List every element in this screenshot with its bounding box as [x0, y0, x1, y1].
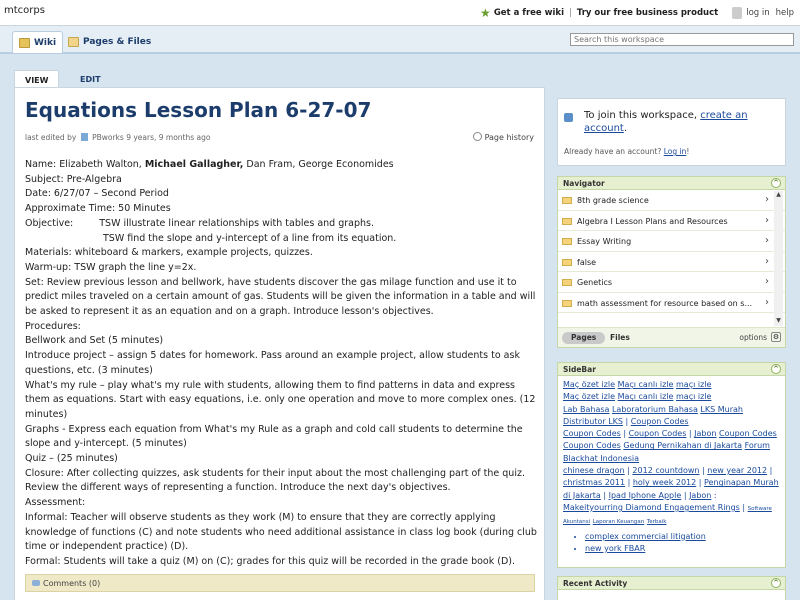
try-business-link[interactable]: Try our free business product — [576, 8, 719, 18]
page-title: Equations Lesson Plan 6-27-07 — [25, 98, 372, 122]
sidebar-bullets — [563, 531, 780, 556]
search-input[interactable] — [570, 33, 794, 46]
chevron-right-icon: › — [765, 296, 769, 308]
body-line: Approximate Time: 50 Minutes — [25, 203, 171, 215]
sidebar-link[interactable]: Maçı canlı izle — [617, 380, 674, 389]
collapse-icon[interactable]: ^ — [771, 578, 781, 588]
collapse-icon[interactable]: ^ — [771, 364, 781, 374]
nav-item-label: Genetics — [577, 278, 613, 287]
help-link[interactable]: help — [775, 8, 794, 18]
sidebar-link[interactable]: Coupon Codes — [628, 429, 687, 439]
have-account-label: Already have an account? — [564, 147, 664, 156]
recent-activity-panel — [557, 576, 786, 600]
tab-wiki[interactable] — [12, 31, 63, 53]
page-content — [14, 87, 545, 600]
sidebar-link[interactable]: Maç özet izle — [563, 380, 616, 389]
tab-pages-files[interactable] — [62, 31, 157, 53]
folder-icon — [562, 259, 572, 266]
get-free-wiki-link[interactable]: Get a free wiki — [493, 8, 564, 18]
meta-prefix: last edited by — [25, 133, 77, 142]
tab-view[interactable]: VIEW — [14, 70, 59, 88]
body-line: Formal: Students will take a quiz (M) on (C); grades for this quiz will be recorded in the grade book (D). — [25, 555, 515, 567]
chevron-right-icon: › — [765, 194, 769, 205]
name-label: Name: Elizabeth Walton, — [25, 159, 145, 170]
star-icon: ★ — [480, 6, 491, 20]
chevron-right-icon: › — [765, 255, 769, 267]
separator: | — [568, 8, 572, 18]
body-line: Quiz – (25 minutes) — [25, 453, 118, 465]
sidebar-link[interactable]: Ipad Iphone Apple — [608, 490, 682, 500]
login-link[interactable]: log in — [746, 8, 770, 18]
top-bar — [0, 0, 800, 26]
folder-icon — [562, 197, 572, 204]
sidebar-link[interactable]: Software Akuntansi — [563, 505, 772, 526]
page-history-label: Page history — [484, 133, 534, 142]
sidebar-link[interactable]: Maçı canlı izle — [617, 392, 674, 402]
sidebar-link[interactable]: 2012 countdown — [632, 466, 700, 476]
sidebar-link[interactable]: chinese dragon — [563, 466, 625, 476]
comment-icon — [32, 580, 40, 586]
sidebar-link[interactable]: maçı izle — [676, 380, 712, 389]
create-account-link[interactable]: create an account — [584, 110, 748, 134]
sidebar-link[interactable]: Penginapan Murah di Jakarta — [563, 478, 779, 500]
recent-activity-header — [558, 577, 785, 590]
body-line — [25, 217, 540, 232]
sidebar-link[interactable]: Jabon — [689, 490, 712, 500]
body-line: Assessment: — [25, 497, 86, 509]
body-line: Set: Review previous lesson and bellwork, have students discover the gas milage function and use it to predict miles traveled on a certain amount of gas. Students will be given the information in a table and will be asked to represent it as an equation and on a graph. Introduce lesson's objectives. — [25, 276, 536, 318]
comments-label: Comments (0) — [43, 579, 101, 588]
top-right-links — [480, 6, 794, 20]
gear-icon[interactable]: ⚙ — [772, 333, 780, 341]
body-line: Bellwork and Set (5 minutes) — [25, 335, 164, 347]
have-account — [564, 147, 689, 156]
sidebar-link[interactable]: Forum Blackhat Indonesia — [563, 441, 770, 463]
objective-1: TSW illustrate linear relationships with tables and graphs. — [99, 217, 375, 229]
body-line: Warm-up: TSW graph the line y=2x. — [25, 261, 197, 273]
have-account-exclaim: ! — [686, 147, 690, 156]
navigator-footer — [558, 327, 785, 347]
nav-item-label: 8th grade science — [577, 196, 649, 205]
sidebar-link[interactable]: Terbaik — [646, 519, 667, 526]
folder-icon — [562, 218, 572, 225]
folder-icon — [562, 279, 572, 286]
navigator-scrollbar[interactable] — [774, 191, 783, 326]
body-line: Informal: Teacher will observe students as they work (M) to ensure that they are correctly applying knowledge of functions (C) and note students who need additional assistance in class log book (during club time or independent practice) (D). — [25, 511, 537, 553]
sidebar-link[interactable]: Laboratorium Bahasa — [611, 404, 698, 414]
body-line: Materials: whiteboard & markers, example projects, quizzes. — [25, 247, 313, 259]
objective-label: Objective: — [25, 217, 74, 229]
nav-item[interactable] — [558, 231, 785, 252]
body-line: Date: 6/27/07 – Second Period — [25, 188, 169, 200]
nav-item[interactable] — [558, 211, 785, 232]
sidebar-link[interactable]: Makeityourring Diamond Engagement Rings — [563, 502, 740, 512]
sidebar-link[interactable]: Distributor LKS — [563, 416, 623, 426]
meta-time: 9 years, 9 months ago — [126, 133, 211, 142]
sidebar-link[interactable]: Coupon Codes — [630, 416, 689, 426]
wiki-icon — [19, 38, 30, 48]
sidebar-link[interactable]: Lab Bahasa — [563, 404, 610, 414]
scroll-down-icon[interactable]: ▼ — [776, 317, 781, 324]
join-icon — [564, 113, 573, 122]
sidebar-links: Maç özet izle Maçı canlı izle maçı izle Maç özet izle Maçı canlı izle maçı izle Lab Bahasa Laboratorium Bahasa LKS Murah Distributor LKS | Coupon Codes Coupon Codes | Coupon Codes | Jabon Coupon Codes Coupon Codes Gedung Pernikahan di Jakarta Forum Blackhat Indonesia chinese dragon | 2012 countdown | new year 2012 | christmas 2011 | holy week 2012 | Penginapan Murah di Jakarta | Ipad Iphone Apple | Jabon : Makeityourring Diamond Engagement Rings | Software Akuntansi Laporan Keuangan Terbaik • complex commercial litigation • new york FBAR — [558, 376, 785, 558]
objective-2: TSW find the slope and y-intercept of a line from its equation. — [103, 232, 397, 244]
tab-pages-label: Pages & Files — [83, 37, 152, 47]
tab-wiki-label: Wiki — [34, 37, 57, 48]
folder-icon — [562, 300, 572, 307]
list-item — [585, 543, 780, 555]
last-edited — [25, 133, 211, 142]
nav-item[interactable] — [558, 252, 785, 273]
recent-activity-title: Recent Activity — [563, 579, 628, 588]
sidebar-link[interactable]: Gedung Pernikahan di Jakarta — [623, 441, 743, 451]
folder-icon — [562, 238, 572, 245]
body-line: Graphs - Express each equation from What's my Rule as a graph and cold call students to determine the slope and y-intercept. (5 minutes) — [25, 423, 523, 450]
sidebar-link[interactable]: Coupon Codes — [563, 441, 621, 451]
sidebar-link[interactable]: maçı izle — [676, 392, 712, 402]
page-body — [25, 158, 540, 570]
collapse-icon[interactable]: ^ — [771, 178, 781, 188]
files-toggle[interactable]: Files — [610, 333, 630, 342]
nav-item[interactable] — [558, 272, 785, 293]
sidebar-link[interactable]: Coupon Codes — [563, 429, 621, 439]
list-item — [585, 531, 780, 543]
navigator-title: Navigator — [563, 179, 605, 188]
chevron-right-icon: › — [765, 214, 769, 226]
nav-item-label: Essay Writing — [577, 237, 632, 246]
clock-icon — [473, 132, 482, 141]
join-period: . — [623, 123, 628, 134]
body-line: Introduce project – assign 5 dates for homework. Pass around an example project, allow students to ask questions, etc. (3 minutes) — [25, 350, 520, 376]
nav-item-label: false — [577, 257, 597, 267]
navigator-panel — [557, 176, 786, 348]
nav-item[interactable] — [558, 293, 785, 314]
body-line — [25, 158, 540, 173]
view-edit-tabs — [14, 70, 545, 88]
sidebar-link[interactable]: LKS Murah — [700, 404, 743, 414]
login-link-sidebar[interactable]: Log in — [663, 147, 687, 156]
sidebar-header — [558, 363, 785, 376]
navigator-header — [558, 177, 785, 190]
body-line: What's my rule – play what's my rule with students, allowing them to find patterns in data and express them as equations. Start with easy equations, i.e. only one operation and move to more complex ones. (12 minutes) — [25, 379, 536, 420]
bullet-link[interactable]: complex commercial litigation — [585, 531, 706, 541]
pages-toggle[interactable]: Pages — [562, 332, 605, 344]
scroll-up-icon[interactable]: ▲ — [776, 191, 781, 198]
sidebar-link[interactable]: holy week 2012 — [632, 478, 697, 488]
nav-item[interactable] — [558, 190, 785, 211]
lock-icon — [732, 7, 742, 19]
workspace-name[interactable]: mtcorps — [4, 5, 45, 16]
sidebar-link[interactable]: Maç özet izle — [563, 392, 616, 402]
sidebar-panel — [557, 362, 786, 568]
tab-edit[interactable]: EDIT — [80, 75, 101, 84]
sidebar-link[interactable]: Laporan Keuangan — [592, 519, 645, 526]
pbworks-icon — [81, 133, 88, 141]
page-history-link[interactable] — [473, 132, 534, 142]
name-bold: Michael Gallagher, — [144, 159, 244, 170]
pages-icon — [68, 37, 79, 47]
sidebar-link[interactable]: new year 2012 — [707, 466, 768, 476]
body-line: Procedures: — [25, 320, 81, 332]
bullet-link[interactable]: new york FBAR — [585, 543, 646, 553]
nav-item-label: Algebra I Lesson Plans and Resources — [577, 216, 728, 226]
join-prefix: To join this workspace, — [584, 110, 701, 121]
sidebar-link[interactable]: Jabon — [694, 429, 717, 439]
sidebar-link[interactable]: Coupon Codes — [719, 429, 777, 439]
meta-author-link[interactable]: PBworks — [92, 133, 124, 142]
name-rest: Dan Fram, George Economides — [243, 159, 394, 170]
options-link[interactable]: options — [739, 333, 767, 342]
join-workspace-box — [557, 98, 786, 166]
body-line: Closure: After collecting quizzes, ask students for their input about the most challenging part of the quiz. Review the different ways of representing a function. Introduce the next day's objectives. — [25, 467, 525, 494]
body-line: Subject: Pre-Algebra — [25, 173, 122, 185]
chevron-right-icon: › — [765, 235, 769, 246]
join-text — [584, 109, 780, 135]
comments-bar[interactable] — [25, 574, 535, 592]
sidebar-title: SideBar — [563, 365, 596, 374]
nav-item-label: math assessment for resource based on s... — [577, 298, 753, 308]
chevron-right-icon: › — [765, 276, 769, 287]
sidebar-link[interactable]: christmas 2011 — [563, 478, 626, 488]
